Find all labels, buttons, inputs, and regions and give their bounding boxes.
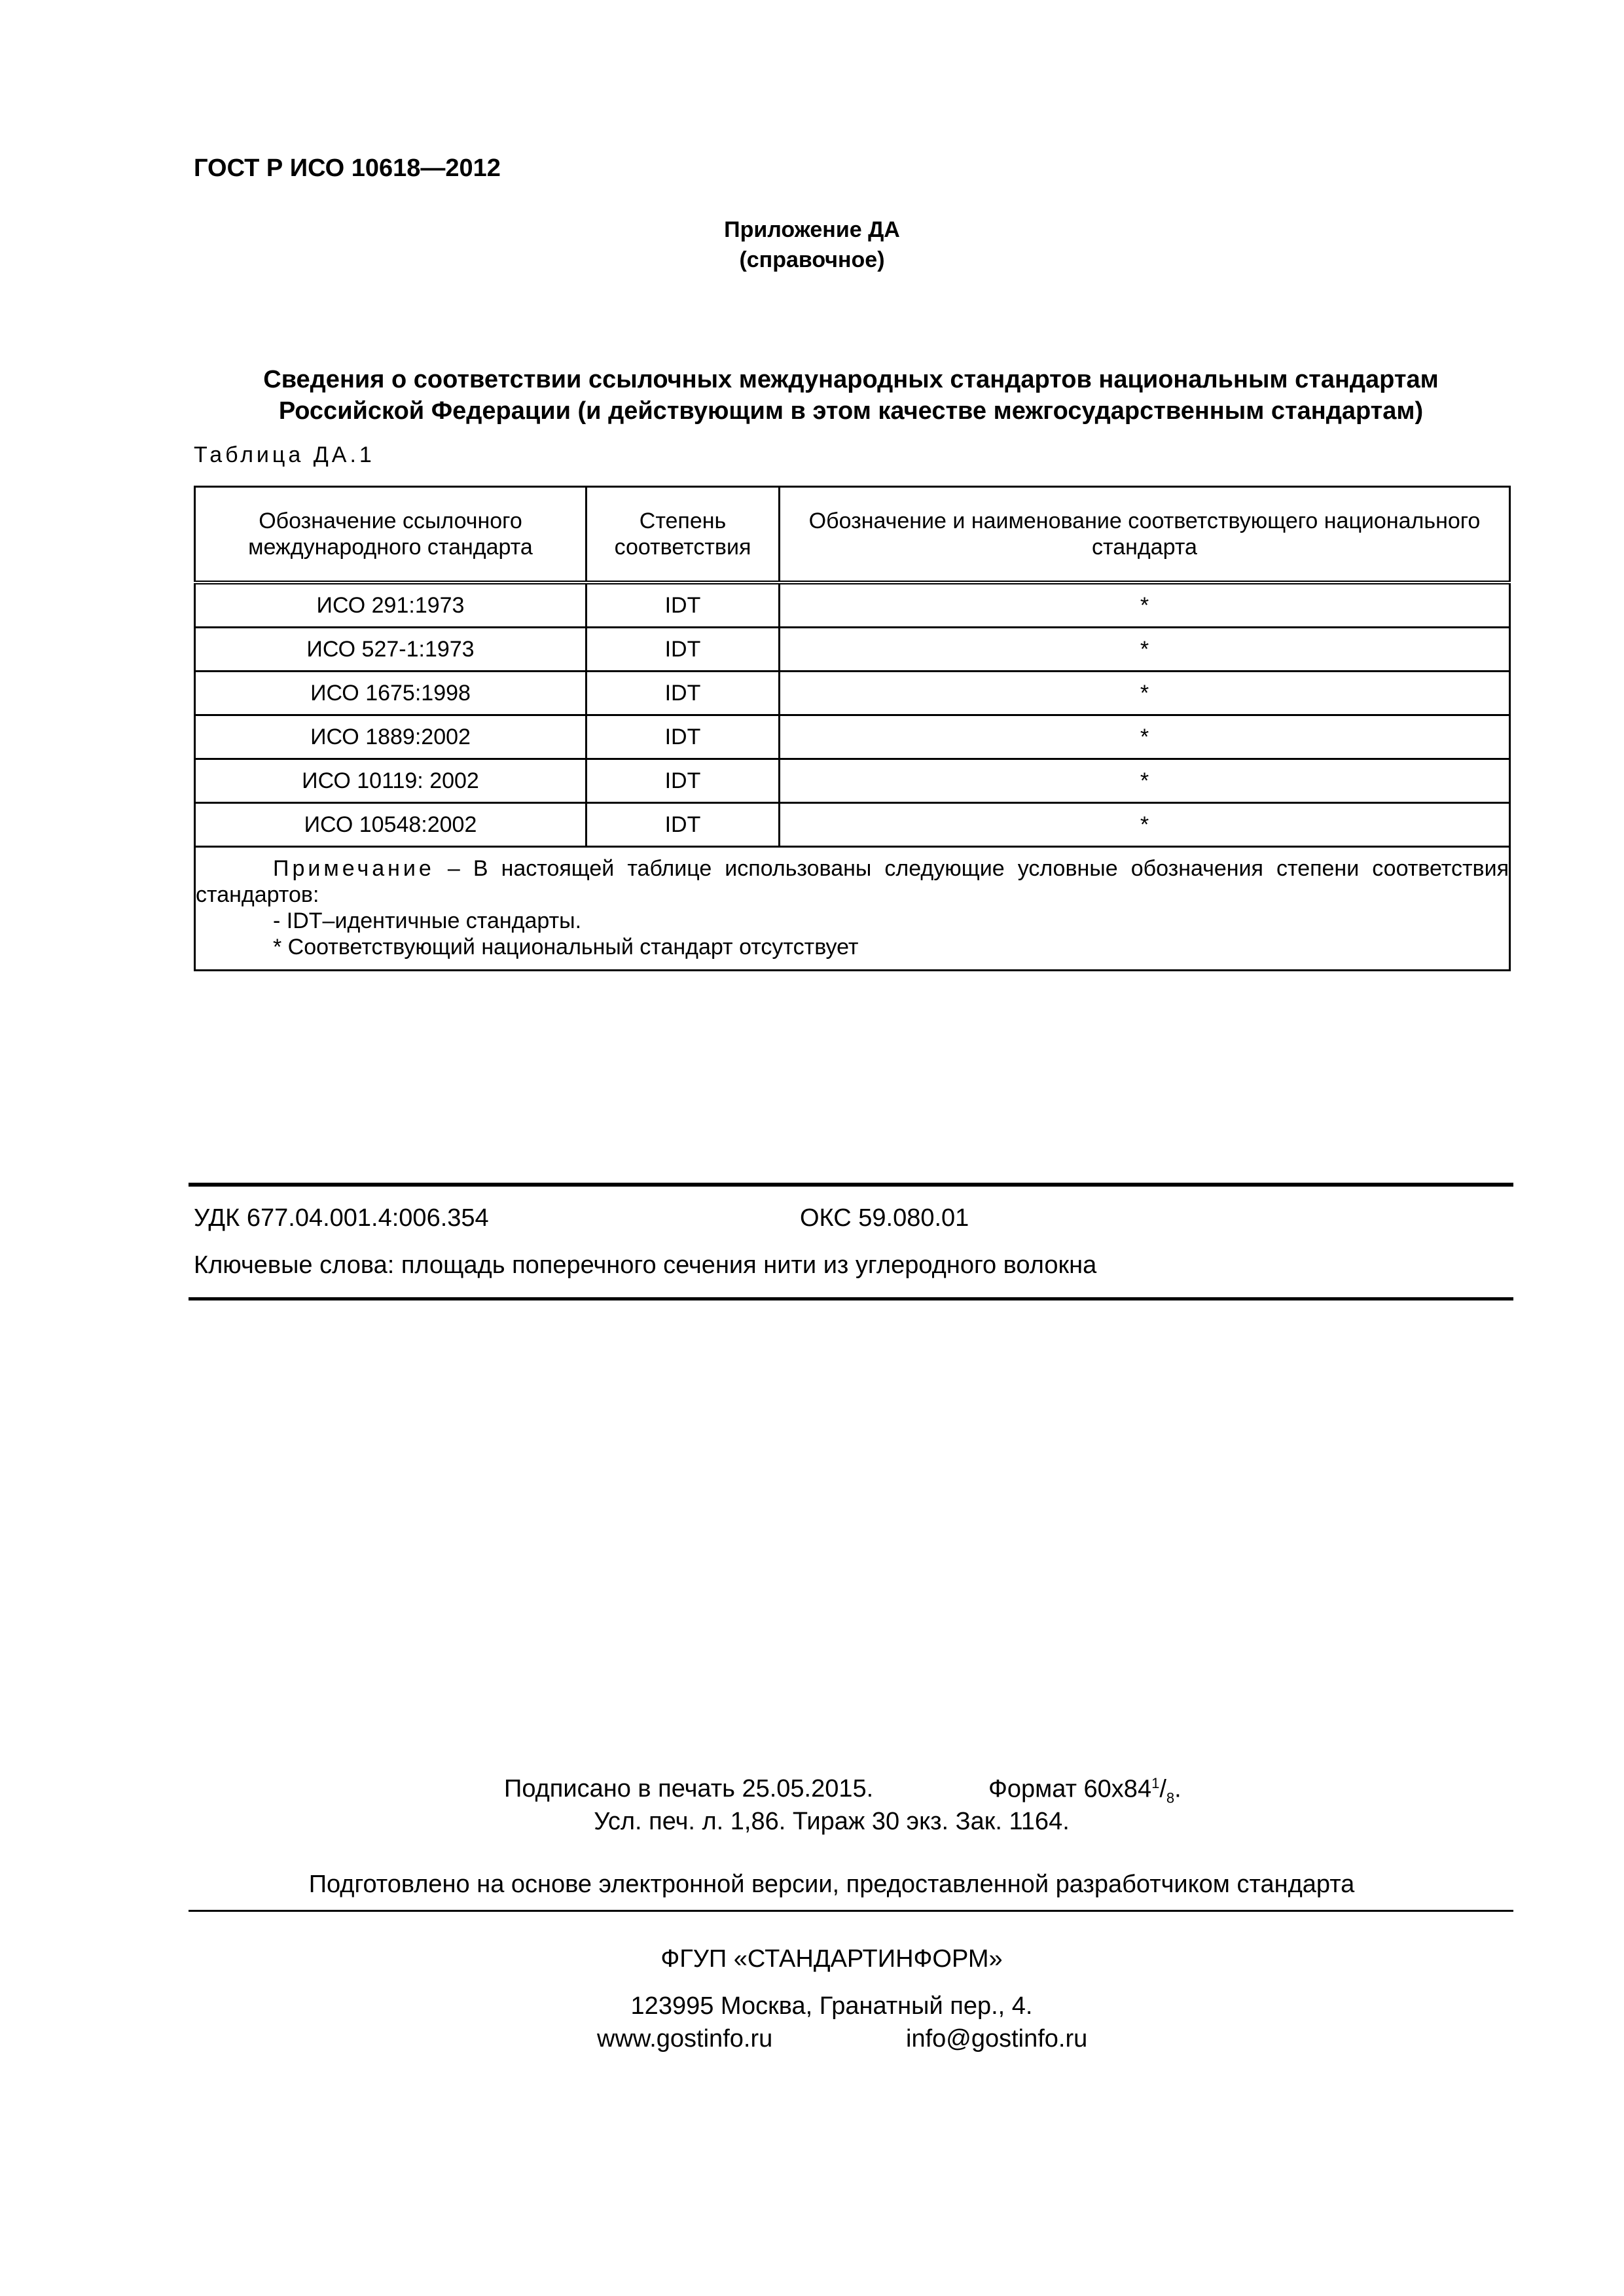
note-intro [196, 855, 1509, 908]
signed-date: Подписано в печать 25.05.2015. [504, 1775, 874, 1803]
header-international-standard: Обозначение ссылочного международного стандарта [195, 487, 586, 583]
table-note-row [195, 847, 1510, 971]
standards-table [194, 486, 1511, 971]
cell-compliance-degree: IDT [586, 583, 780, 628]
table-header-row [195, 487, 1510, 583]
cell-national-standard: * [780, 803, 1510, 847]
section-title-line2: Российской Федерации (и действующим в этом качестве межгосударственным стандартам) [278, 397, 1424, 425]
paper-format: Формат $60x84^1/_8$. [988, 1775, 1182, 1806]
website-link[interactable]: www.gostinfo.ru [597, 2025, 773, 2053]
cell-compliance-degree: IDT [586, 628, 780, 672]
table-row [195, 715, 1510, 759]
cell-national-standard: * [780, 672, 1510, 715]
divider [189, 1297, 1513, 1300]
print-info: Усл. печ. л. 1,86. Тираж 30 экз. Зак. 1164. [594, 1808, 1070, 1835]
publisher-address: 123995 Москва, Гранатный пер., 4. [630, 1992, 1033, 2020]
cell-international-standard: ИСО 527-1:1973 [195, 628, 586, 672]
table-caption: Таблица ДА.1 [194, 442, 375, 467]
header-compliance-degree: Степень соответствия [586, 487, 780, 583]
divider [189, 1910, 1513, 1912]
divider [189, 1183, 1513, 1187]
note-item-asterisk: * Соответствующий национальный стандарт отсутствует [273, 935, 859, 960]
note-item-idt: - IDT–идентичные стандарты. [273, 908, 582, 933]
cell-compliance-degree: IDT [586, 759, 780, 803]
note-label: Примечание [273, 856, 435, 881]
section-title [183, 364, 1519, 427]
publisher: ФГУП «СТАНДАРТИНФОРМ» [660, 1945, 1003, 1973]
note-text: – В настоящей таблице использованы следующие условные обозначения степени соответствия стандартов: [196, 856, 1509, 907]
cell-national-standard: * [780, 583, 1510, 628]
cell-compliance-degree: IDT [586, 672, 780, 715]
cell-international-standard: ИСО 1889:2002 [195, 715, 586, 759]
prepared-note: Подготовлено на основе электронной версии, предоставленной разработчиком стандарта [308, 1871, 1355, 1898]
header-national-standard: Обозначение и наименование соответствующего национального стандарта [780, 487, 1510, 583]
table-row [195, 803, 1510, 847]
cell-national-standard: * [780, 628, 1510, 672]
appendix-heading [0, 215, 1624, 275]
table-row [195, 759, 1510, 803]
cell-international-standard: ИСО 1675:1998 [195, 672, 586, 715]
table-note [195, 847, 1510, 971]
table-row [195, 628, 1510, 672]
cell-international-standard: ИСО 10548:2002 [195, 803, 586, 847]
cell-compliance-degree: IDT [586, 803, 780, 847]
appendix-title: Приложение ДА [724, 217, 900, 242]
table-row [195, 672, 1510, 715]
cell-national-standard: * [780, 715, 1510, 759]
keywords: Ключевые слова: площадь поперечного сечения нити из углеродного волокна [194, 1251, 1097, 1279]
email-link[interactable]: info@gostinfo.ru [906, 2025, 1088, 2053]
udk-code: УДК 677.04.001.4:006.354 [194, 1204, 489, 1232]
cell-national-standard: * [780, 759, 1510, 803]
cell-compliance-degree: IDT [586, 715, 780, 759]
document-code: ГОСТ Р ИСО 10618—2012 [194, 154, 501, 182]
oks-code: ОКС 59.080.01 [800, 1204, 969, 1232]
cell-international-standard: ИСО 291:1973 [195, 583, 586, 628]
cell-international-standard: ИСО 10119: 2002 [195, 759, 586, 803]
section-title-line1: Сведения о соответствии ссылочных международных стандартов национальным стандартам [263, 366, 1439, 393]
table-row [195, 583, 1510, 628]
appendix-type: (справочное) [739, 247, 885, 272]
